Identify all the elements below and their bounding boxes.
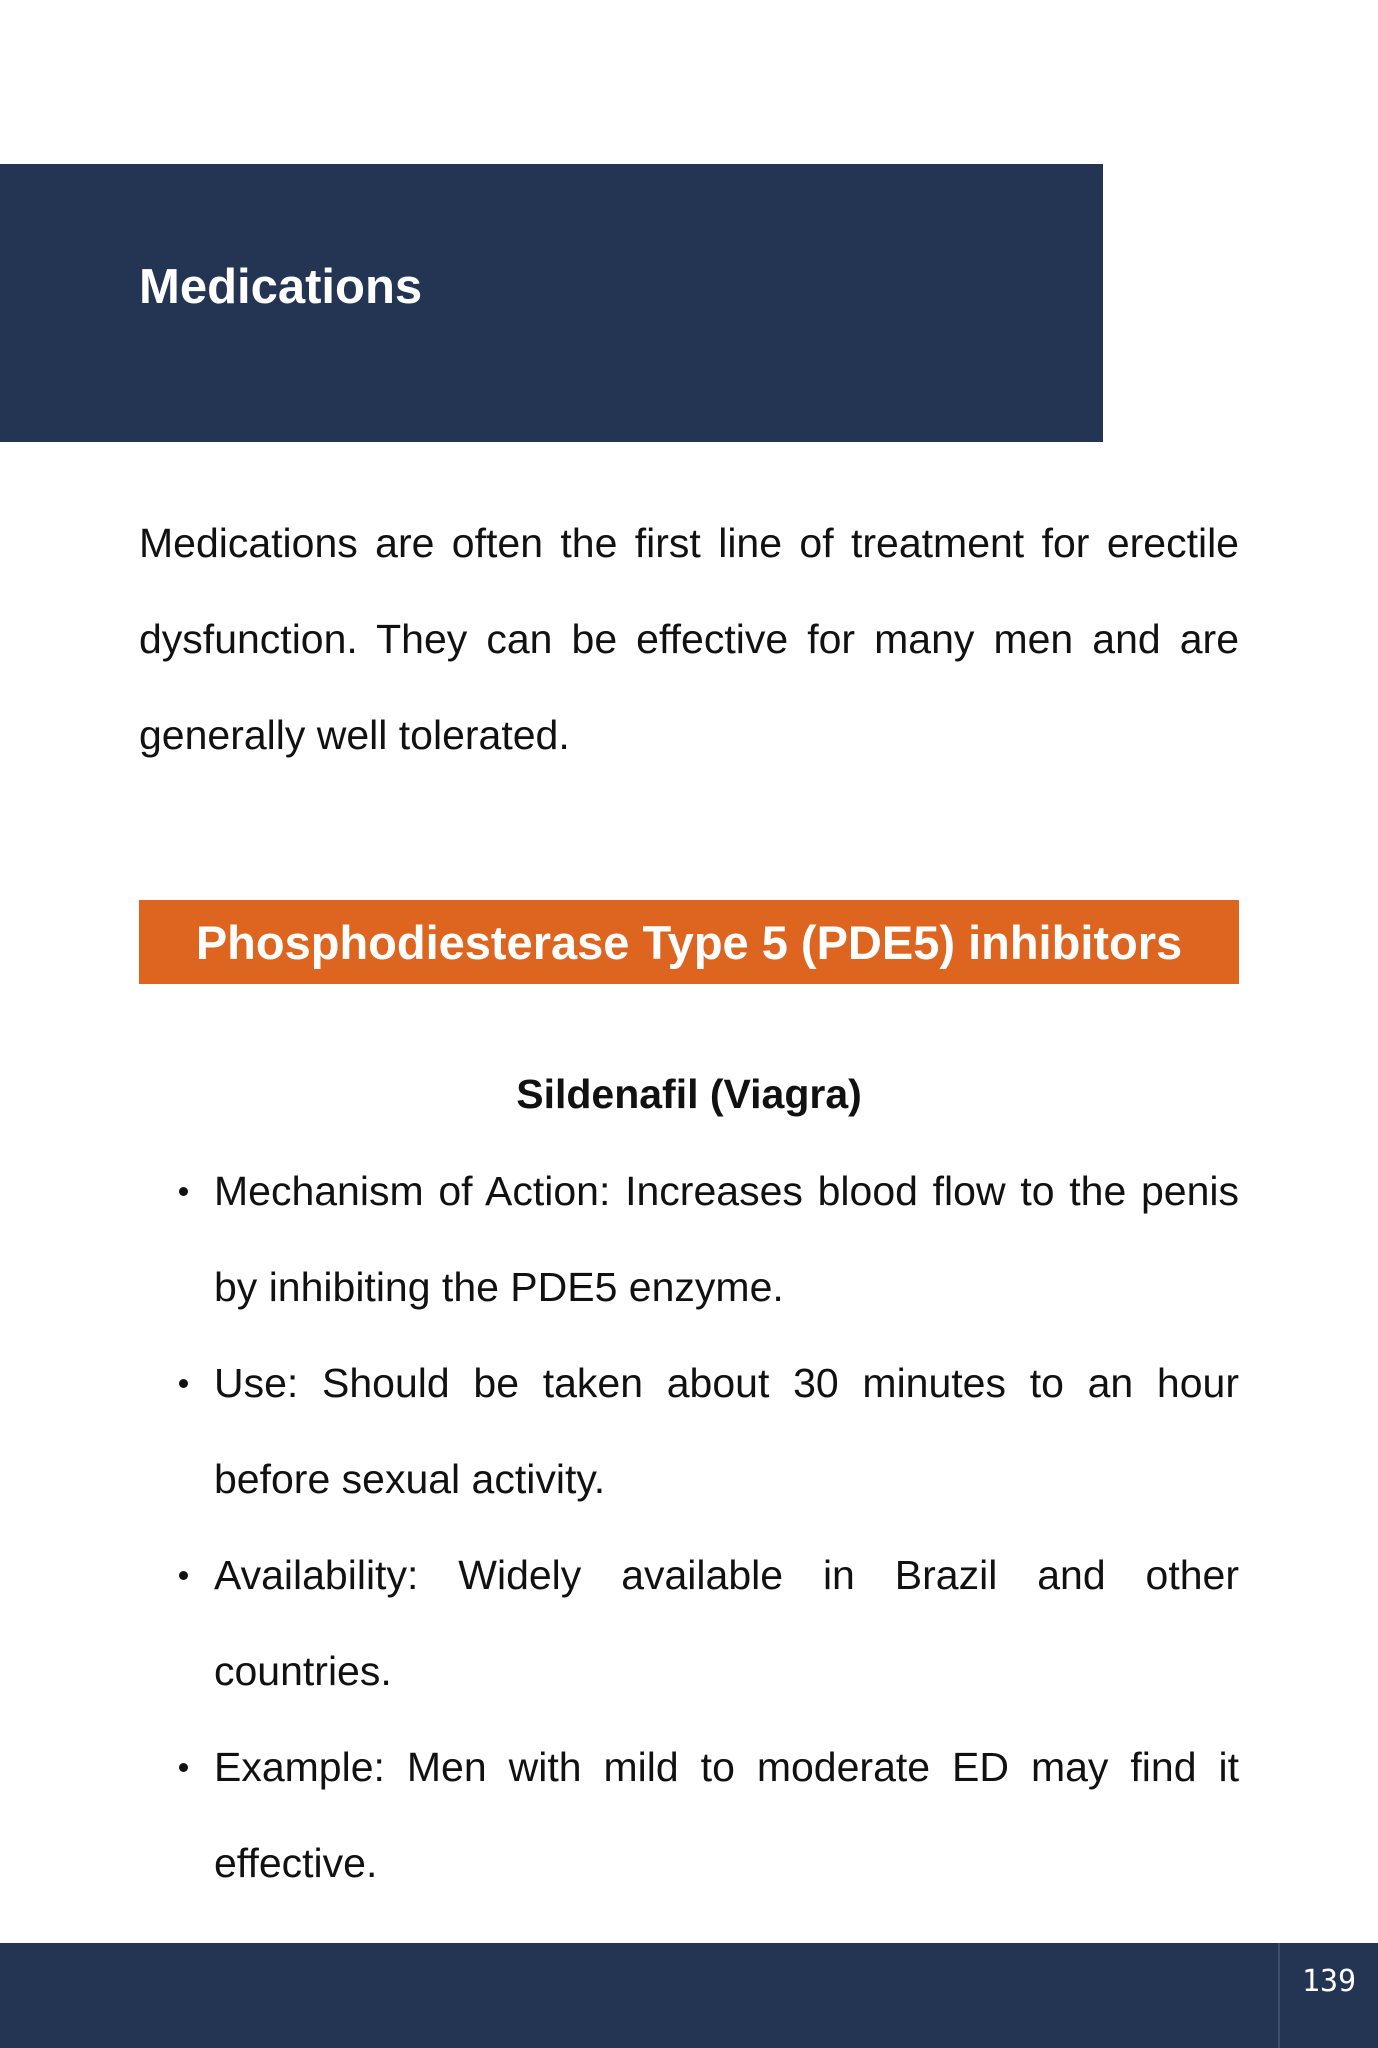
intro-paragraph: Medications are often the first line of treatment for erectile dysfunction. They can be effective for many men and are generally well tolerated. (139, 520, 1239, 758)
list-item-text: Mechanism of Action: Increases blood flow to the penis by inhibiting the PDE5 enzyme. (214, 1168, 1239, 1310)
bullet-icon (179, 1379, 188, 1388)
list-item-use (139, 1335, 1239, 1527)
drug-info-list (139, 1143, 1239, 1911)
list-item-mechanism (139, 1143, 1239, 1335)
list-item-example (139, 1719, 1239, 1911)
list-item-text: Availability: Widely available in Brazil and other countries. (214, 1552, 1239, 1694)
list-item-text: Example: Men with mild to moderate ED may find it effective. (214, 1744, 1239, 1886)
list-item-availability (139, 1527, 1239, 1719)
page-number: 139 (1301, 1964, 1357, 1999)
list-item-text: Use: Should be taken about 30 minutes to an hour before sexual activity. (214, 1360, 1239, 1502)
subsection-title: Phosphodiesterase Type 5 (PDE5) inhibitors (195, 915, 1183, 969)
page-title: Medications (139, 260, 423, 314)
subsection-heading-band (139, 900, 1239, 984)
bullet-icon (179, 1763, 188, 1772)
bullet-icon (179, 1187, 188, 1196)
drug-title: Sildenafil (Viagra) (516, 1071, 862, 1117)
bullet-icon (179, 1571, 188, 1580)
page-number-box (1278, 1943, 1378, 2048)
footer-band (0, 1943, 1378, 2048)
